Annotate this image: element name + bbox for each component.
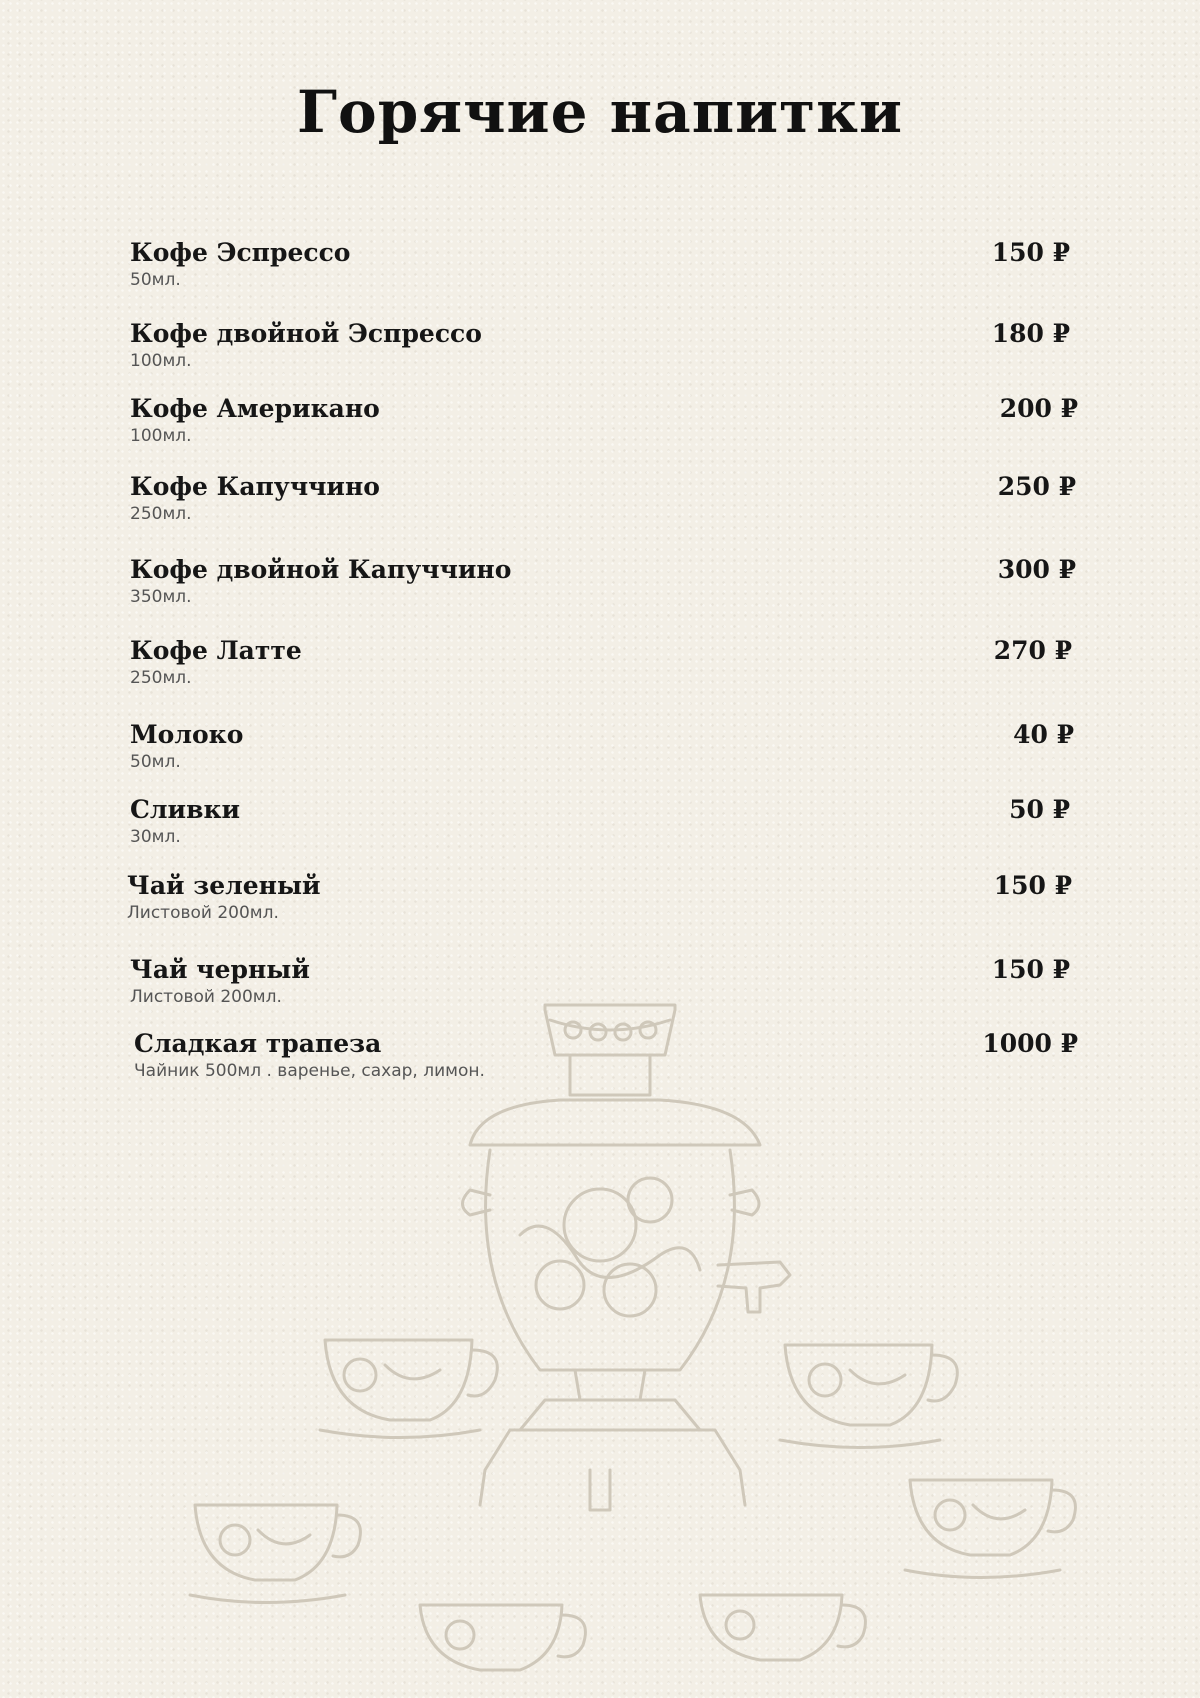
item-name: Кофе Эспрессо	[130, 238, 351, 267]
menu-item	[120, 795, 1080, 855]
item-name: Чай черный	[130, 955, 310, 984]
item-description: 100мл.	[130, 426, 192, 446]
item-description: 100мл.	[130, 351, 192, 371]
item-description: 50мл.	[130, 752, 181, 772]
menu-item	[120, 238, 1080, 298]
teacup-icon	[320, 1340, 497, 1438]
menu-item	[120, 394, 1080, 454]
item-price: 40 ₽	[1013, 720, 1074, 749]
item-description: Чайник 500мл . варенье, сахар, лимон.	[134, 1061, 485, 1081]
item-description: 50мл.	[130, 270, 181, 290]
item-description: 250мл.	[130, 668, 192, 688]
item-name: Кофе Американо	[130, 394, 380, 423]
item-description: Листовой 200мл.	[130, 987, 282, 1007]
teacup-icon	[905, 1480, 1075, 1578]
menu-item	[120, 555, 1080, 615]
page-title: Горячие напитки	[296, 78, 904, 146]
item-description: Листовой 200мл.	[127, 903, 279, 923]
menu-item	[120, 472, 1080, 532]
teacup-icon	[700, 1595, 865, 1660]
item-price: 200 ₽	[999, 394, 1078, 423]
teacup-icon	[780, 1345, 957, 1448]
menu-item	[120, 871, 1080, 931]
menu-item	[120, 636, 1080, 696]
item-description: 350мл.	[130, 587, 192, 607]
item-name: Кофе Капуччино	[130, 472, 380, 501]
teacup-icon	[190, 1505, 360, 1603]
item-name: Молоко	[130, 720, 244, 749]
item-name: Чай зеленый	[127, 871, 321, 900]
item-description: 30мл.	[130, 827, 181, 847]
item-price: 180 ₽	[991, 319, 1070, 348]
item-name: Сливки	[130, 795, 241, 824]
item-price: 150 ₽	[991, 238, 1070, 267]
item-name: Сладкая трапеза	[134, 1029, 382, 1058]
teacup-icon	[420, 1605, 585, 1670]
item-name: Кофе двойной Капуччино	[130, 555, 512, 584]
item-price: 150 ₽	[993, 871, 1072, 900]
menu-item	[120, 319, 1080, 379]
item-price: 50 ₽	[1009, 795, 1070, 824]
item-description: 250мл.	[130, 504, 192, 524]
item-name: Кофе двойной Эспрессо	[130, 319, 482, 348]
item-price: 1000 ₽	[982, 1029, 1078, 1058]
item-price: 300 ₽	[997, 555, 1076, 584]
item-price: 150 ₽	[991, 955, 1070, 984]
item-price: 250 ₽	[997, 472, 1076, 501]
menu-item	[120, 720, 1080, 780]
item-price: 270 ₽	[993, 636, 1072, 665]
item-name: Кофе Латте	[130, 636, 302, 665]
menu-item	[120, 955, 1080, 1015]
menu-item	[120, 1029, 1080, 1089]
